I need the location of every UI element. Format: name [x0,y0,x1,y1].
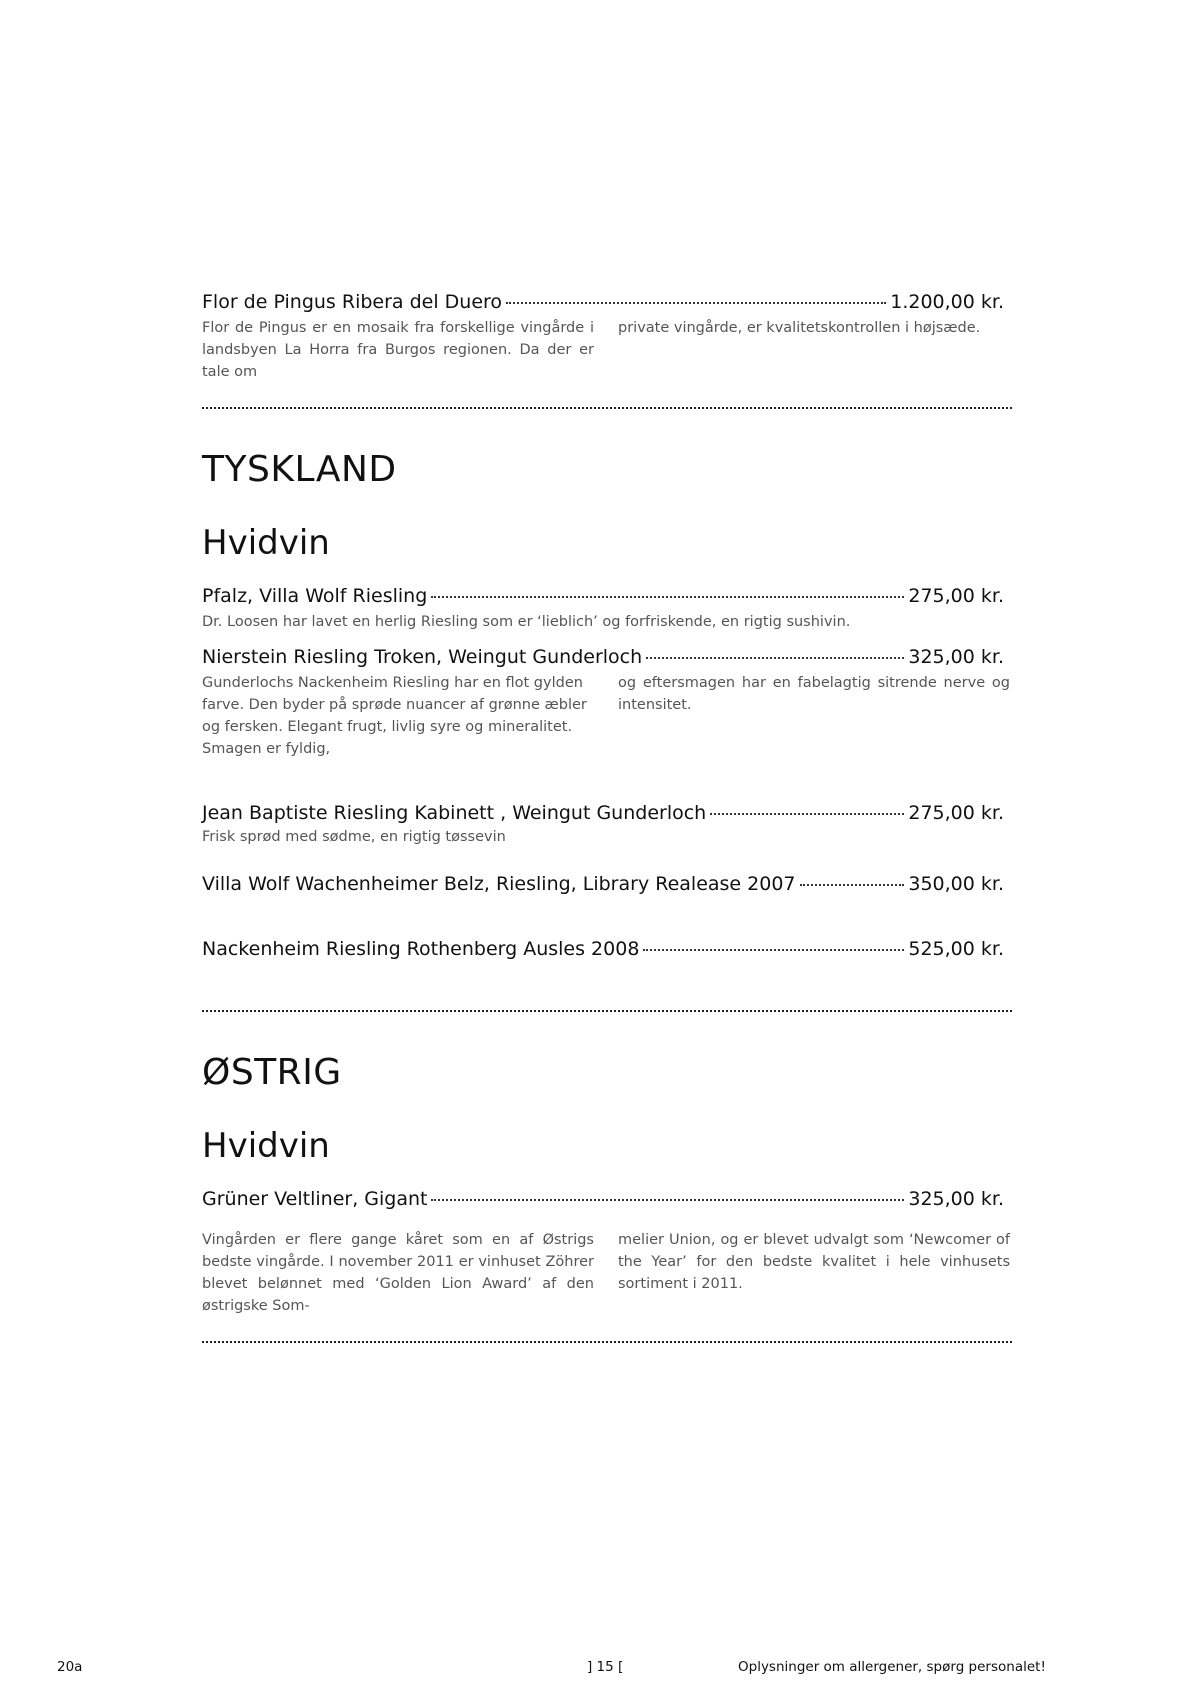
dot-leader [800,883,905,886]
wine-description-col2: og eftersmagen har en fabelagtig sitrende nerve og intensitet. [618,675,1010,713]
dot-leader [506,301,886,304]
section-divider [202,1010,1012,1012]
section-divider [202,1341,1012,1343]
wine-price: 275,00 kr. [908,585,1004,607]
wine-description-col2: melier Union, og er blevet udvalgt som ‘Newcomer of the Year’ for den bedste kvalitet i hele vinhusets sortiment i 2011. [618,1232,1010,1292]
wine-price: 525,00 kr. [908,938,1004,960]
wine-price: 1.200,00 kr. [890,291,1004,313]
wine-entry [202,1188,1004,1210]
wine-description-col2: private vingårde, er kvalitetskontrollen i højsæde. [618,320,981,336]
wine-description-col1: Gunderlochs Nackenheim Riesling har en flot gylden farve. Den byder på sprøde nuancer af grønne æbler og fersken. Elegant frugt, livlig syre og mineralitet. Smagen er fyldig, [202,675,587,757]
wine-entry [202,938,1004,960]
category-heading-white-wine: Hvidvin [202,1126,330,1166]
wine-name: Grüner Veltliner, Gigant [202,1188,428,1210]
allergen-note: Oplysninger om allergener, spørg personalet! [738,1659,1046,1675]
wine-name: Nierstein Riesling Troken, Weingut Gunderloch [202,646,643,668]
wine-price: 275,00 kr. [908,802,1004,824]
section-divider [202,407,1012,409]
wine-entry [202,802,1004,824]
dot-leader [431,1198,904,1201]
wine-price: 325,00 kr. [908,646,1004,668]
wine-entry [202,646,1004,668]
wine-price: 350,00 kr. [908,873,1004,895]
wine-entry [202,585,1004,607]
dot-leader [431,595,904,598]
wine-name: Flor de Pingus Ribera del Duero [202,291,503,313]
wine-name: Pfalz, Villa Wolf Riesling [202,585,428,607]
footer-code: 20a [57,1659,83,1675]
wine-name: Jean Baptiste Riesling Kabinett , Weingut Gunderloch [202,802,707,824]
country-heading-austria: ØSTRIG [202,1052,342,1093]
page-number: ] 15 [ [587,1659,624,1675]
country-heading-germany: TYSKLAND [202,449,397,490]
wine-entry-pingus [202,291,1004,313]
wine-description-col1: Vingården er flere gange kåret som en af Østrigs bedste vingårde. I november 2011 er vinhuset Zöhrer blevet belønnet med ‘Golden Lion Award’ af den østrigske Som- [202,1232,594,1314]
wine-description-col1: Flor de Pingus er en mosaik fra forskellige vingårde i landsbyen La Horra fra Burgos regionen. Da der er tale om [202,320,594,380]
wine-price: 325,00 kr. [908,1188,1004,1210]
dot-leader [646,656,904,659]
wine-entry [202,873,1004,895]
category-heading-white-wine: Hvidvin [202,523,330,563]
wine-description: Frisk sprød med sødme, en rigtig tøssevin [202,829,506,845]
dot-leader [643,948,904,951]
wine-name: Nackenheim Riesling Rothenberg Ausles 2008 [202,938,640,960]
wine-description: Dr. Loosen har lavet en herlig Riesling som er ‘lieblich’ og forfriskende, en rigtig sushivin. [202,614,851,630]
wine-name: Villa Wolf Wachenheimer Belz, Riesling, Library Realease 2007 [202,873,796,895]
dot-leader [710,812,904,815]
